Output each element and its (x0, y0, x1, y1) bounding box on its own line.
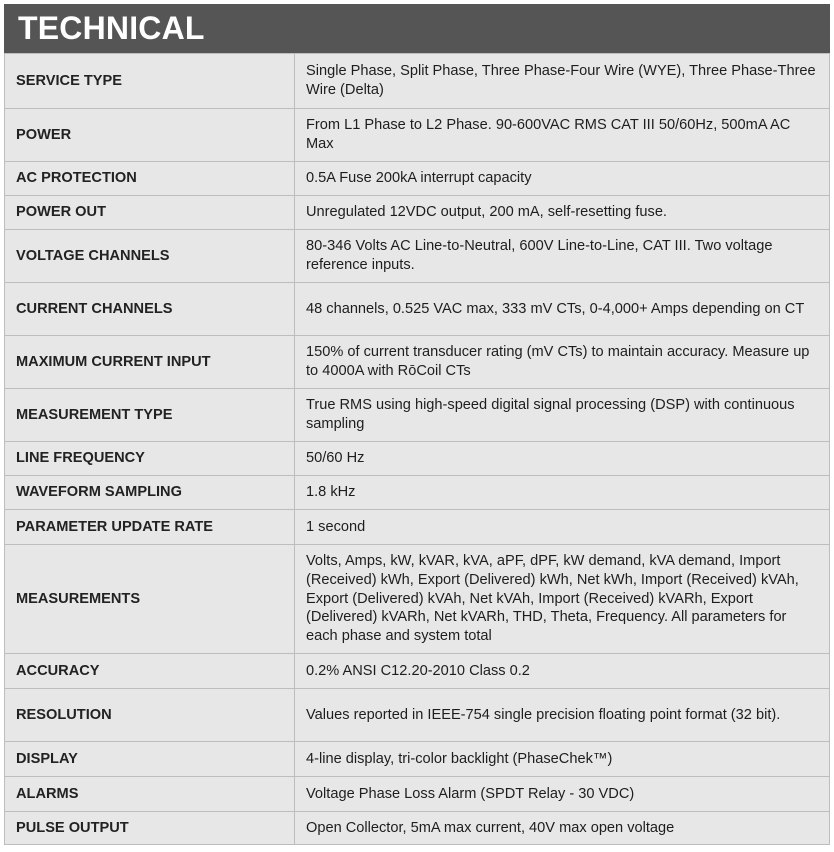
table-row (5, 689, 830, 742)
row-label: SERVICE TYPE (5, 54, 295, 109)
row-value: 150% of current transducer rating (mV CTs) to maintain accuracy. Measure up to 4000A with RōCoil CTs (295, 336, 830, 389)
row-value: 0.5A Fuse 200kA interrupt capacity (295, 162, 830, 196)
row-value: True RMS using high-speed digital signal processing (DSP) with continuous sampling (295, 389, 830, 442)
table-row (5, 476, 830, 510)
table-row (5, 283, 830, 336)
table-row (5, 109, 830, 162)
table-row (5, 545, 830, 654)
section-title: TECHNICAL (4, 4, 830, 53)
row-label: CURRENT CHANNELS (5, 283, 295, 336)
table-row (5, 510, 830, 545)
row-label: VOLTAGE CHANNELS (5, 230, 295, 283)
row-value: 48 channels, 0.525 VAC max, 333 mV CTs, 0-4,000+ Amps depending on CT (295, 283, 830, 336)
row-label: WAVEFORM SAMPLING (5, 476, 295, 510)
row-value: 1 second (295, 510, 830, 545)
table-row (5, 230, 830, 283)
row-label: PARAMETER UPDATE RATE (5, 510, 295, 545)
row-value: 50/60 Hz (295, 442, 830, 476)
row-label: MEASUREMENTS (5, 545, 295, 654)
technical-spec-sheet (4, 4, 830, 845)
table-row (5, 742, 830, 777)
table-row (5, 442, 830, 476)
table-row (5, 54, 830, 109)
row-label: PULSE OUTPUT (5, 812, 295, 845)
table-row (5, 389, 830, 442)
row-value: 4-line display, tri-color backlight (PhaseChek™) (295, 742, 830, 777)
row-value: Open Collector, 5mA max current, 40V max open voltage (295, 812, 830, 845)
row-label: RESOLUTION (5, 689, 295, 742)
row-value: From L1 Phase to L2 Phase. 90-600VAC RMS CAT III 50/60Hz, 500mA AC Max (295, 109, 830, 162)
table-row (5, 162, 830, 196)
row-value: 80-346 Volts AC Line-to-Neutral, 600V Line-to-Line, CAT III. Two voltage reference inputs. (295, 230, 830, 283)
row-value: Unregulated 12VDC output, 200 mA, self-resetting fuse. (295, 196, 830, 230)
row-value: Single Phase, Split Phase, Three Phase-Four Wire (WYE), Three Phase-Three Wire (Delta) (295, 54, 830, 109)
row-label: ALARMS (5, 777, 295, 812)
row-label: MEASUREMENT TYPE (5, 389, 295, 442)
table-row (5, 654, 830, 689)
table-row (5, 336, 830, 389)
row-label: DISPLAY (5, 742, 295, 777)
row-value: Values reported in IEEE-754 single precision floating point format (32 bit). (295, 689, 830, 742)
row-label: POWER (5, 109, 295, 162)
row-value: Voltage Phase Loss Alarm (SPDT Relay - 30 VDC) (295, 777, 830, 812)
table-row (5, 812, 830, 845)
table-row (5, 196, 830, 230)
row-value: 0.2% ANSI C12.20-2010 Class 0.2 (295, 654, 830, 689)
spec-table (4, 53, 830, 845)
row-value: Volts, Amps, kW, kVAR, kVA, aPF, dPF, kW demand, kVA demand, Import (Received) kWh, Export (Delivered) kWh, Net kWh, Import (Received) kVAh, Export (Delivered) kVAh, Net kVAh, Import (Received) kVARh, Export (Delivered) kVARh, Net kVARh, THD, Theta, Frequency. All parameters for each phase and system total (295, 545, 830, 654)
row-label: MAXIMUM CURRENT INPUT (5, 336, 295, 389)
row-label: LINE FREQUENCY (5, 442, 295, 476)
table-row (5, 777, 830, 812)
row-label: ACCURACY (5, 654, 295, 689)
row-label: AC PROTECTION (5, 162, 295, 196)
row-value: 1.8 kHz (295, 476, 830, 510)
row-label: POWER OUT (5, 196, 295, 230)
